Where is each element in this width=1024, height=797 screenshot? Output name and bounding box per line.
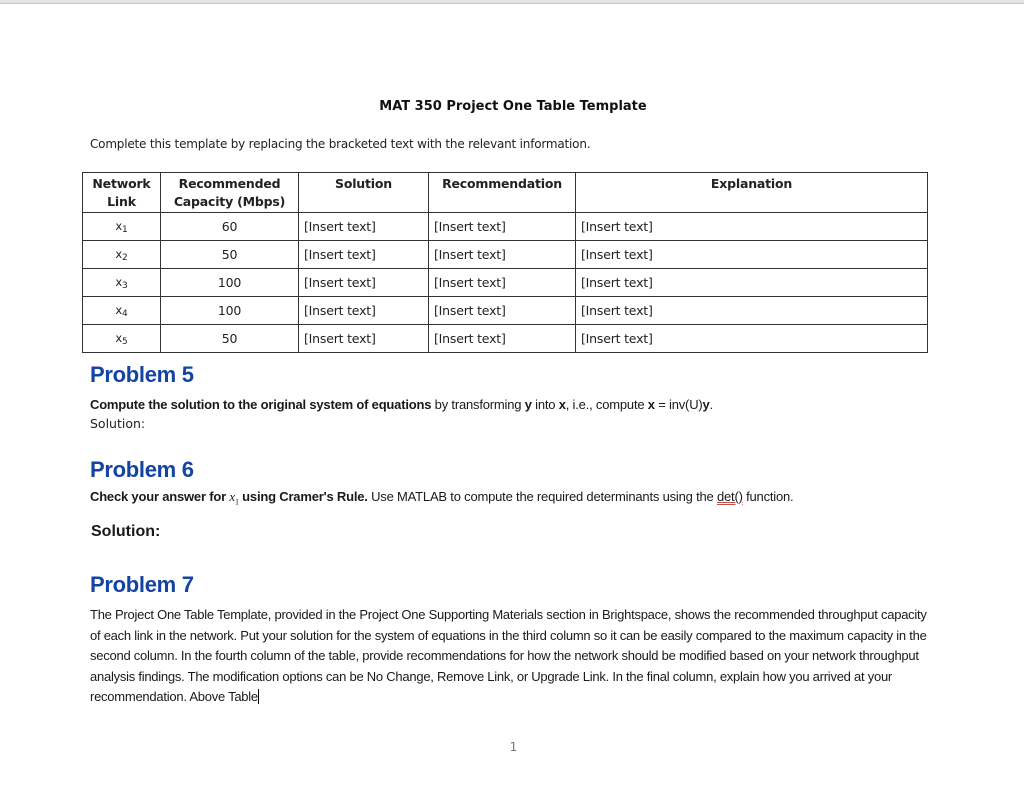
network-link-cell: $x_1$	[83, 213, 161, 241]
problem-6-instructions: Check your answer for $x_1$ using Cramer's Rule. Use MATLAB to compute the required determinants using the det() function.	[90, 489, 794, 507]
explanation-cell[interactable]: [Insert text]	[576, 241, 928, 269]
page-number: 1	[509, 740, 518, 754]
problem-5-solution-label: Solution:	[90, 416, 146, 431]
capacity-cell: 60	[161, 213, 299, 241]
recommendation-cell[interactable]: [Insert text]	[429, 213, 576, 241]
solution-cell[interactable]: [Insert text]	[299, 325, 429, 353]
table-row	[83, 297, 928, 325]
network-link-cell: $x_3$	[83, 269, 161, 297]
header-recommended-capacity: Recommended Capacity (Mbps)	[161, 173, 299, 213]
recommendation-cell[interactable]: [Insert text]	[429, 241, 576, 269]
explanation-cell[interactable]: [Insert text]	[576, 325, 928, 353]
x1-math-variable: $x_1$	[229, 489, 239, 507]
network-link-cell: $x_2$	[83, 241, 161, 269]
solution-cell[interactable]: [Insert text]	[299, 241, 429, 269]
header-explanation: Explanation	[576, 173, 928, 213]
table-row	[83, 241, 928, 269]
window-top-border	[0, 0, 1024, 4]
capacity-cell: 100	[161, 297, 299, 325]
header-network-link: Network Link	[83, 173, 161, 213]
solution-cell[interactable]: [Insert text]	[299, 213, 429, 241]
capacity-cell: 50	[161, 241, 299, 269]
explanation-cell[interactable]: [Insert text]	[576, 297, 928, 325]
recommendation-cell[interactable]: [Insert text]	[429, 269, 576, 297]
capacity-cell: 100	[161, 269, 299, 297]
problem-7-body[interactable]: The Project One Table Template, provided in the Project One Supporting Materials section in Brightspace, shows the recommended throughput capacity of each link in the network. Put your solution for the system of equations in the third column so it can be easily compared to the maximum capacity in the second column. In the fourth column of the table, provide recommendations for how the network should be modified based on your network throughput analysis findings. The modification options can be No Change, Remove Link, or Upgrade Link. In the final column, explain how you arrived at your recommendation. Above Table	[90, 607, 927, 705]
table-row	[83, 269, 928, 297]
recommendation-cell[interactable]: [Insert text]	[429, 297, 576, 325]
network-link-cell: $x_4$	[83, 297, 161, 325]
table-header-row	[83, 173, 928, 213]
network-link-cell: $x_5$	[83, 325, 161, 353]
text-cursor	[258, 689, 259, 704]
problem-6-heading: Problem 6	[90, 457, 194, 482]
capacity-cell: 50	[161, 325, 299, 353]
explanation-cell[interactable]: [Insert text]	[576, 269, 928, 297]
solution-cell[interactable]: [Insert text]	[299, 269, 429, 297]
document-title: MAT 350 Project One Table Template	[379, 99, 647, 114]
solution-cell[interactable]: [Insert text]	[299, 297, 429, 325]
problem-5-bold-lead: Compute the solution to the original system of equations	[90, 397, 432, 412]
table-row	[83, 213, 928, 241]
problem-6-solution-label: Solution:	[91, 523, 161, 540]
project-table	[82, 172, 928, 353]
table-row	[83, 325, 928, 353]
problem-5-heading: Problem 5	[90, 362, 194, 387]
header-solution: Solution	[299, 173, 429, 213]
spellcheck-flagged-word[interactable]: det()	[716, 489, 743, 504]
intro-text: Complete this template by replacing the bracketed text with the relevant information.	[90, 137, 591, 151]
recommendation-cell[interactable]: [Insert text]	[429, 325, 576, 353]
problem-7-heading: Problem 7	[90, 572, 194, 597]
explanation-cell[interactable]: [Insert text]	[576, 213, 928, 241]
header-recommendation: Recommendation	[429, 173, 576, 213]
problem-5-instructions: Compute the solution to the original system of equations by transforming y into x, i.e., compute x = inv(U)y.	[90, 397, 713, 412]
